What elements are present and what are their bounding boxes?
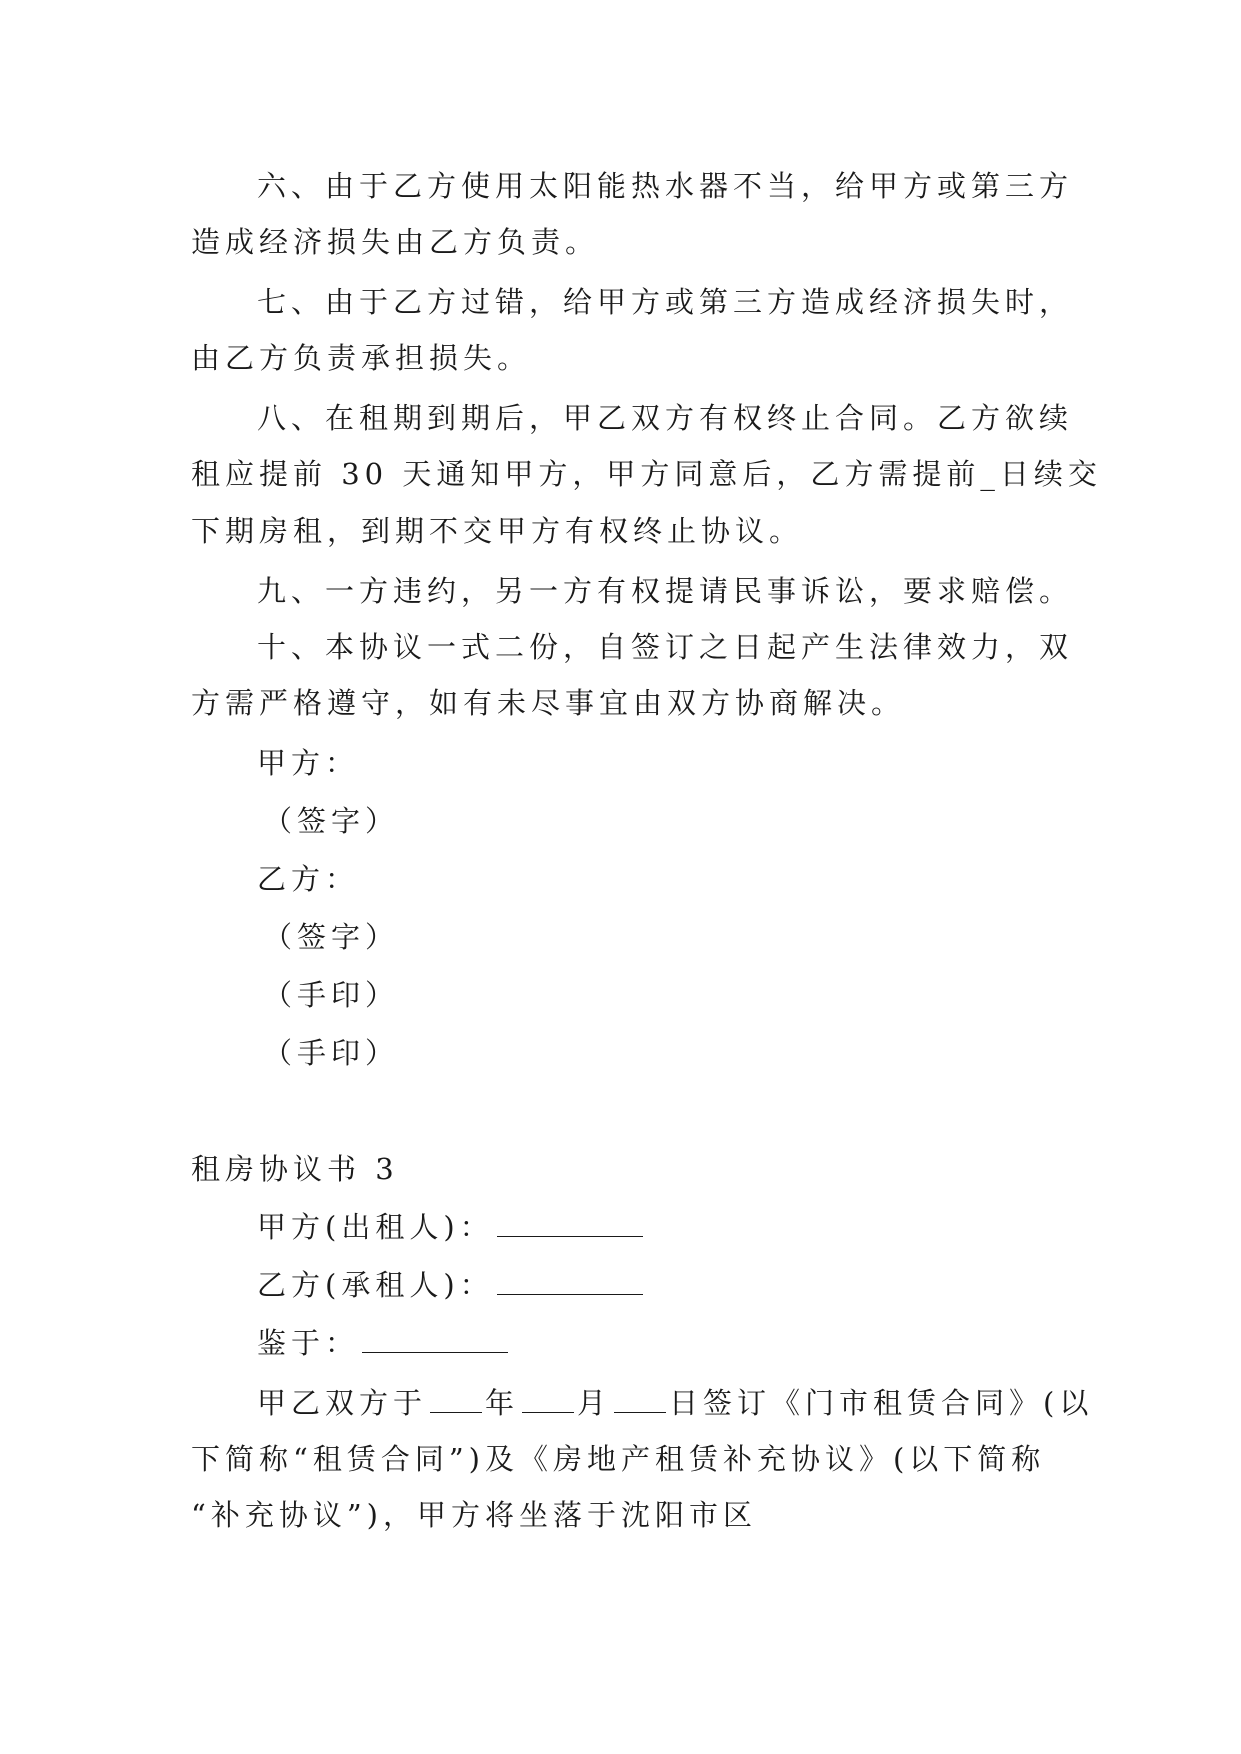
clause-9-line-1: 九、一方违约，另一方有权提请民事诉讼，要求赔偿。 (257, 574, 1074, 608)
agreement-3-title: 租房协议书 3 (191, 1152, 399, 1186)
clause-8-line-1: 八、在租期到期后，甲乙双方有权终止合同。乙方欲续 (257, 401, 1074, 435)
agreement-3-body-line-1 (257, 1383, 1093, 1423)
year-label: 年 (485, 1386, 520, 1420)
clause-10-line-1: 十、本协议一式二份，自签订之日起产生法律效力，双 (257, 630, 1074, 664)
month-blank (522, 1386, 574, 1413)
fingerprint-1: （手印） (263, 978, 400, 1012)
party-b-label: 乙方： (257, 862, 360, 896)
party-a-signature: （签字） (263, 804, 400, 838)
day-sign-text: 日签订《门市租赁合同》(以 (669, 1386, 1094, 1420)
agreement-3-body-line-2: 下简称“租赁合同”)及《房地产租赁补充协议》(以下简称 (191, 1442, 1046, 1476)
day-blank (614, 1386, 666, 1413)
clause-10-line-2: 方需严格遵守，如有未尽事宜由双方协商解决。 (191, 686, 906, 720)
party-a-label: 甲方： (257, 746, 360, 780)
month-label: 月 (577, 1386, 612, 1420)
party-b-signature: （签字） (263, 920, 400, 954)
clause-7-line-2: 由乙方负责承担损失。 (191, 341, 532, 375)
lessee-line (257, 1265, 646, 1305)
fingerprint-2: （手印） (263, 1036, 400, 1070)
clause-8-line-3: 下期房租，到期不交甲方有权终止协议。 (191, 514, 804, 548)
lessor-blank (497, 1210, 643, 1237)
lessee-label: 乙方(承租人)： (257, 1268, 494, 1302)
clause-6-line-2: 造成经济损失由乙方负责。 (191, 225, 600, 259)
whereas-blank (362, 1326, 508, 1353)
clause-7-line-1: 七、由于乙方过错，给甲方或第三方造成经济损失时， (257, 285, 1074, 319)
agreement-3-body-line-3: “补充协议”)，甲方将坐落于沈阳市区 (191, 1498, 757, 1532)
clause-8-line-2: 租应提前 30 天通知甲方，甲方同意后，乙方需提前_日续交 (191, 457, 1102, 491)
whereas-line (257, 1323, 511, 1363)
whereas-label: 鉴于： (257, 1326, 360, 1360)
lessor-line (257, 1207, 646, 1247)
lessee-blank (497, 1268, 643, 1295)
lessor-label: 甲方(出租人)： (257, 1210, 494, 1244)
year-blank (430, 1386, 482, 1413)
body-start: 甲乙双方于 (257, 1386, 428, 1420)
clause-6-line-1: 六、由于乙方使用太阳能热水器不当，给甲方或第三方 (257, 169, 1074, 203)
